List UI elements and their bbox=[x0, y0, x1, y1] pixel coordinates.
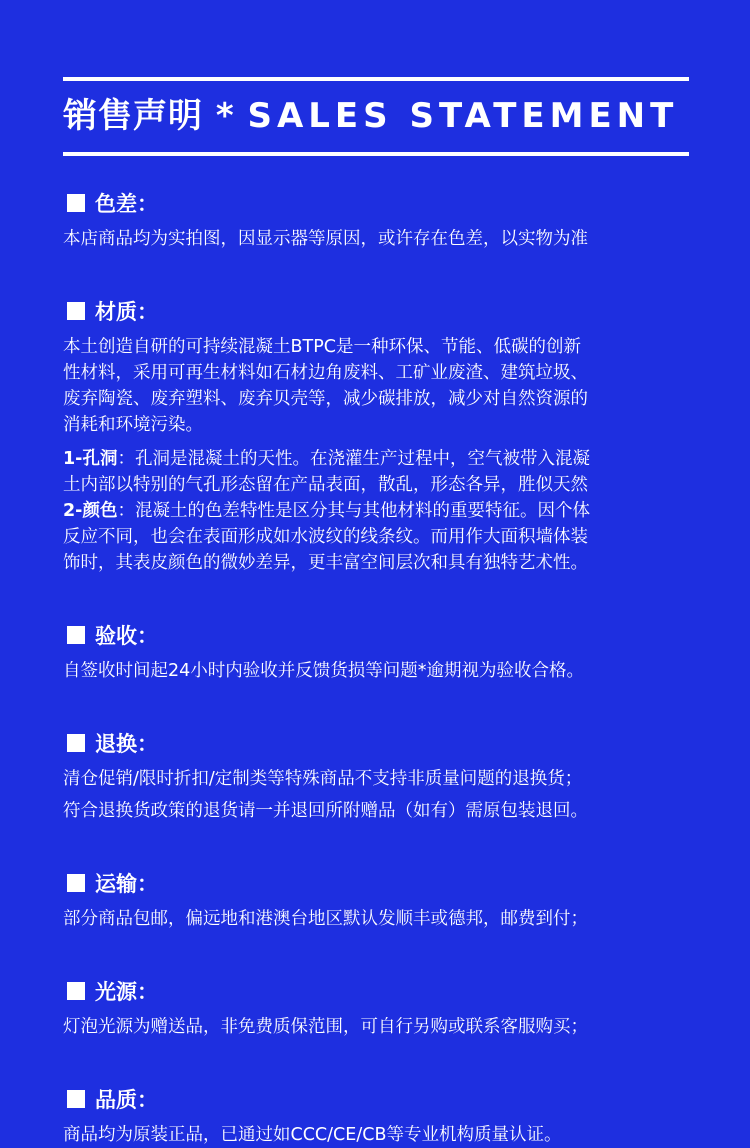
section-text: 反应不同，也会在表面形成如水波纹的线条纹。而用作大面积墙体装 bbox=[63, 527, 588, 547]
item-label: 1-孔洞 bbox=[63, 449, 118, 469]
title-separator: * bbox=[203, 96, 248, 136]
section-heading bbox=[63, 288, 703, 334]
section-text: 灯泡光源为赠送品，非免费质保范围，可自行另购或联系客服购买； bbox=[63, 1017, 588, 1037]
section-text: 符合退换货政策的退货请一并退回所附赠品（如有）需原包装退回。 bbox=[63, 801, 588, 821]
section-text: 消耗和环境污染。 bbox=[63, 415, 203, 435]
heading-label: 验收： bbox=[95, 624, 158, 648]
section-returns bbox=[63, 720, 703, 824]
material-item-color bbox=[63, 498, 703, 524]
title-english: SALES STATEMENT bbox=[247, 96, 679, 136]
section-heading bbox=[63, 968, 703, 1014]
section-text: 本土创造自研的可持续混凝土BTPC是一种环保、节能、低碳的创新 bbox=[63, 337, 581, 357]
section-quality bbox=[63, 1076, 703, 1148]
bullet-square-icon bbox=[67, 194, 85, 212]
item-label: 2-颜色 bbox=[63, 501, 118, 521]
bullet-square-icon bbox=[67, 982, 85, 1000]
bullet-square-icon bbox=[67, 302, 85, 320]
section-text: 性材料，采用可再生材料如石材边角废料、工矿业废渣、建筑垃圾、 bbox=[63, 363, 588, 383]
section-shipping bbox=[63, 860, 703, 932]
section-heading bbox=[63, 180, 703, 226]
heading-label: 退换： bbox=[95, 732, 158, 756]
heading-label: 运输： bbox=[95, 872, 158, 896]
section-text: 清仓促销/限时折扣/定制类等特殊商品不支持非质量问题的退换货； bbox=[63, 769, 583, 789]
heading-label: 光源： bbox=[95, 980, 158, 1004]
section-text: 土内部以特别的气孔形态留在产品表面，散乱，形态各异，胜似天然 bbox=[63, 475, 588, 495]
section-text: 商品均为原装正品，已通过如CCC/CE/CB等专业机构质量认证。 bbox=[63, 1125, 562, 1145]
heading-label: 品质： bbox=[95, 1088, 158, 1112]
bullet-square-icon bbox=[67, 874, 85, 892]
section-text: 本店商品均为实拍图，因显示器等原因，或许存在色差，以实物为准 bbox=[63, 229, 588, 249]
heading-label: 色差： bbox=[95, 192, 158, 216]
header-bottom-rule bbox=[63, 152, 689, 156]
section-text: 自签收时间起24小时内验收并反馈货损等问题*逾期视为验收合格。 bbox=[63, 661, 585, 681]
section-text: 饰时，其表皮颜色的微妙差异，更丰富空间层次和具有独特艺术性。 bbox=[63, 553, 588, 573]
page-title bbox=[63, 88, 703, 144]
bullet-square-icon bbox=[67, 1090, 85, 1108]
section-light-source bbox=[63, 968, 703, 1040]
section-heading bbox=[63, 860, 703, 906]
item-text: ：混凝土的色差特性是区分其与其他材料的重要特征。因个体 bbox=[117, 501, 590, 521]
bullet-square-icon bbox=[67, 626, 85, 644]
header-top-rule bbox=[63, 77, 689, 81]
section-heading bbox=[63, 612, 703, 658]
section-material bbox=[63, 288, 703, 576]
section-text: 废弃陶瓷、废弃塑料、废弃贝壳等，减少碳排放，减少对自然资源的 bbox=[63, 389, 588, 409]
section-acceptance bbox=[63, 612, 703, 684]
statement-content bbox=[63, 180, 703, 1148]
bullet-square-icon bbox=[67, 734, 85, 752]
section-heading bbox=[63, 1076, 703, 1122]
item-text: ：孔洞是混凝土的天性。在浇灌生产过程中，空气被带入混凝 bbox=[117, 449, 590, 469]
section-heading bbox=[63, 720, 703, 766]
title-chinese: 销售声明 bbox=[63, 96, 203, 136]
section-color-difference bbox=[63, 180, 703, 252]
heading-label: 材质： bbox=[95, 300, 158, 324]
section-text: 部分商品包邮，偏远地和港澳台地区默认发顺丰或德邦，邮费到付； bbox=[63, 909, 588, 929]
material-item-pores bbox=[63, 446, 703, 472]
